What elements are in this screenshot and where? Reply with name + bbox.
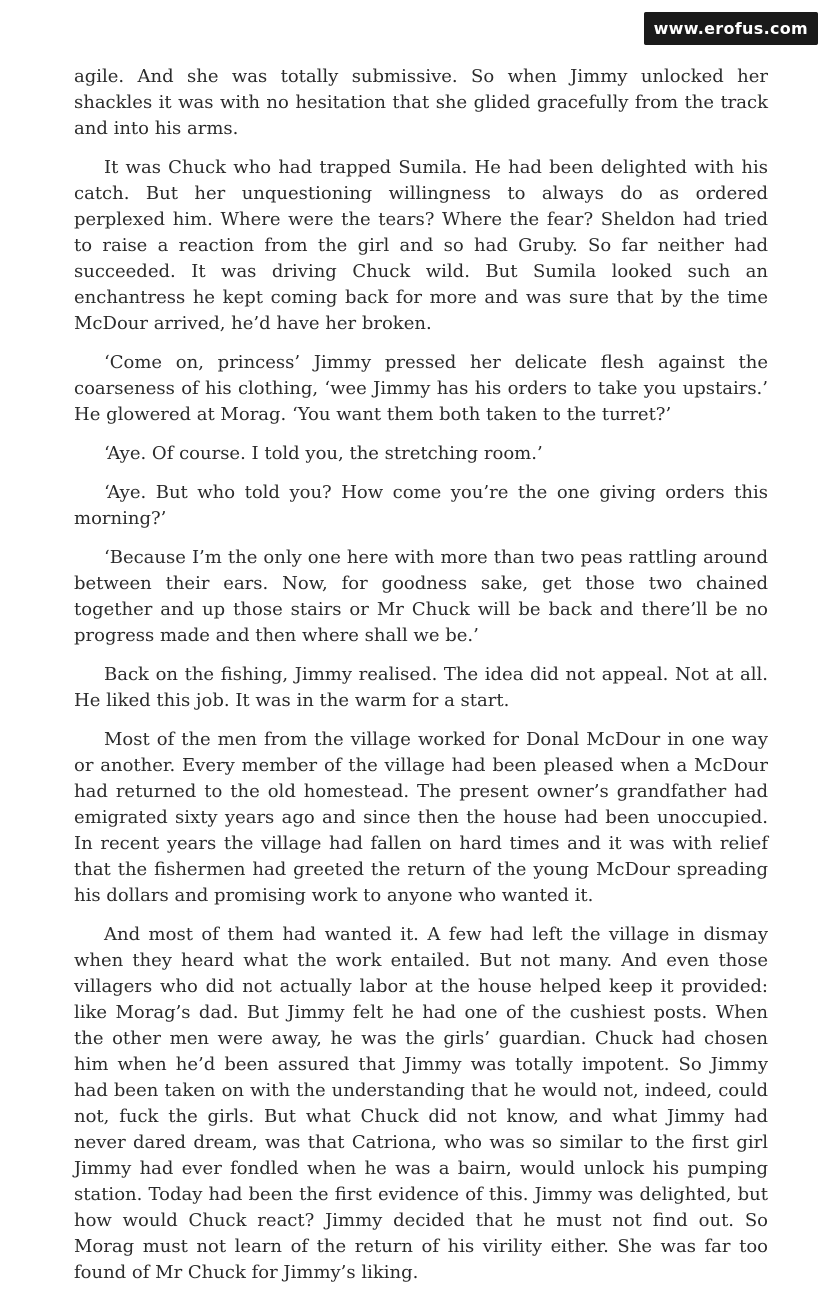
paragraph: It was Chuck who had trapped Sumila. He had been delighted with his catch. But her unquestioning willingness to always do as ordered perplexed him. Where were the tears? Where the fear? Sheldon had tried to raise a reaction from the girl and so had Gruby. So far neither had succeeded. It was driving Chuck wild. But Sumila looked such an enchantress he kept coming back for more and was sure that by the time McDour arrived, he’d have her broken. — [74, 157, 768, 334]
paragraph: ‘Because I’m the only one here with more than two peas rattling around between their ears. Now, for goodness sake, get those two chained together and up those stairs or Mr Chuck will be back and there’ll be no progress made and then where shall we be.’ — [74, 547, 768, 646]
site-watermark: www.erofus.com — [644, 12, 818, 45]
paragraph: Back on the fishing, Jimmy realised. The idea did not appeal. Not at all. He liked this job. It was in the warm for a start. — [74, 664, 768, 711]
paragraph: And most of them had wanted it. A few had left the village in dismay when they heard what the work entailed. But not many. And even those villagers who did not actually labor at the house helped keep it provided: like Morag’s dad. But Jimmy felt he had one of the cushiest posts. When the other men were away, he was the girls’ guardian. Chuck had chosen him when he’d been assured that Jimmy was totally impotent. So Jimmy had been taken on with the understanding that he would not, indeed, could not, fuck the girls. But what Chuck did not know, and what Jimmy had never dared dream, was that Catriona, who was so similar to the first girl Jimmy had ever fondled when he was a bairn, would unlock his pumping station. Today had been the first evidence of this. Jimmy was delighted, but how would Chuck react? Jimmy decided that he must not find out. So Morag must not learn of the return of his virility either. She was far too found of Mr Chuck for Jimmy’s liking. — [74, 924, 768, 1283]
paragraph: ‘Come on, princess’ Jimmy pressed her delicate flesh against the coarseness of his clothing, ‘wee Jimmy has his orders to take you upstairs.’ He glowered at Morag. ‘You want them both taken to the turret?’ — [74, 352, 768, 425]
paragraph: ‘Aye. But who told you? How come you’re the one giving orders this morning?’ — [74, 482, 768, 529]
paragraph: ‘Aye. Of course. I told you, the stretching room.’ — [104, 443, 543, 464]
paragraph: Most of the men from the village worked for Donal McDour in one way or another. Every member of the village had been pleased when a McDour had returned to the old homestead. The present owner’s grandfather had emigrated sixty years ago and since then the house had been unoccupied. In recent years the village had fallen on hard times and it was with relief that the fishermen had greeted the return of the young McDour spreading his dollars and promising work to anyone who wanted it. — [74, 729, 768, 906]
paragraph: agile. And she was totally submissive. So when Jimmy unlocked her shackles it was with no hesitation that she glided gracefully from the track and into his arms. — [74, 66, 768, 139]
page-body — [74, 64, 768, 1299]
